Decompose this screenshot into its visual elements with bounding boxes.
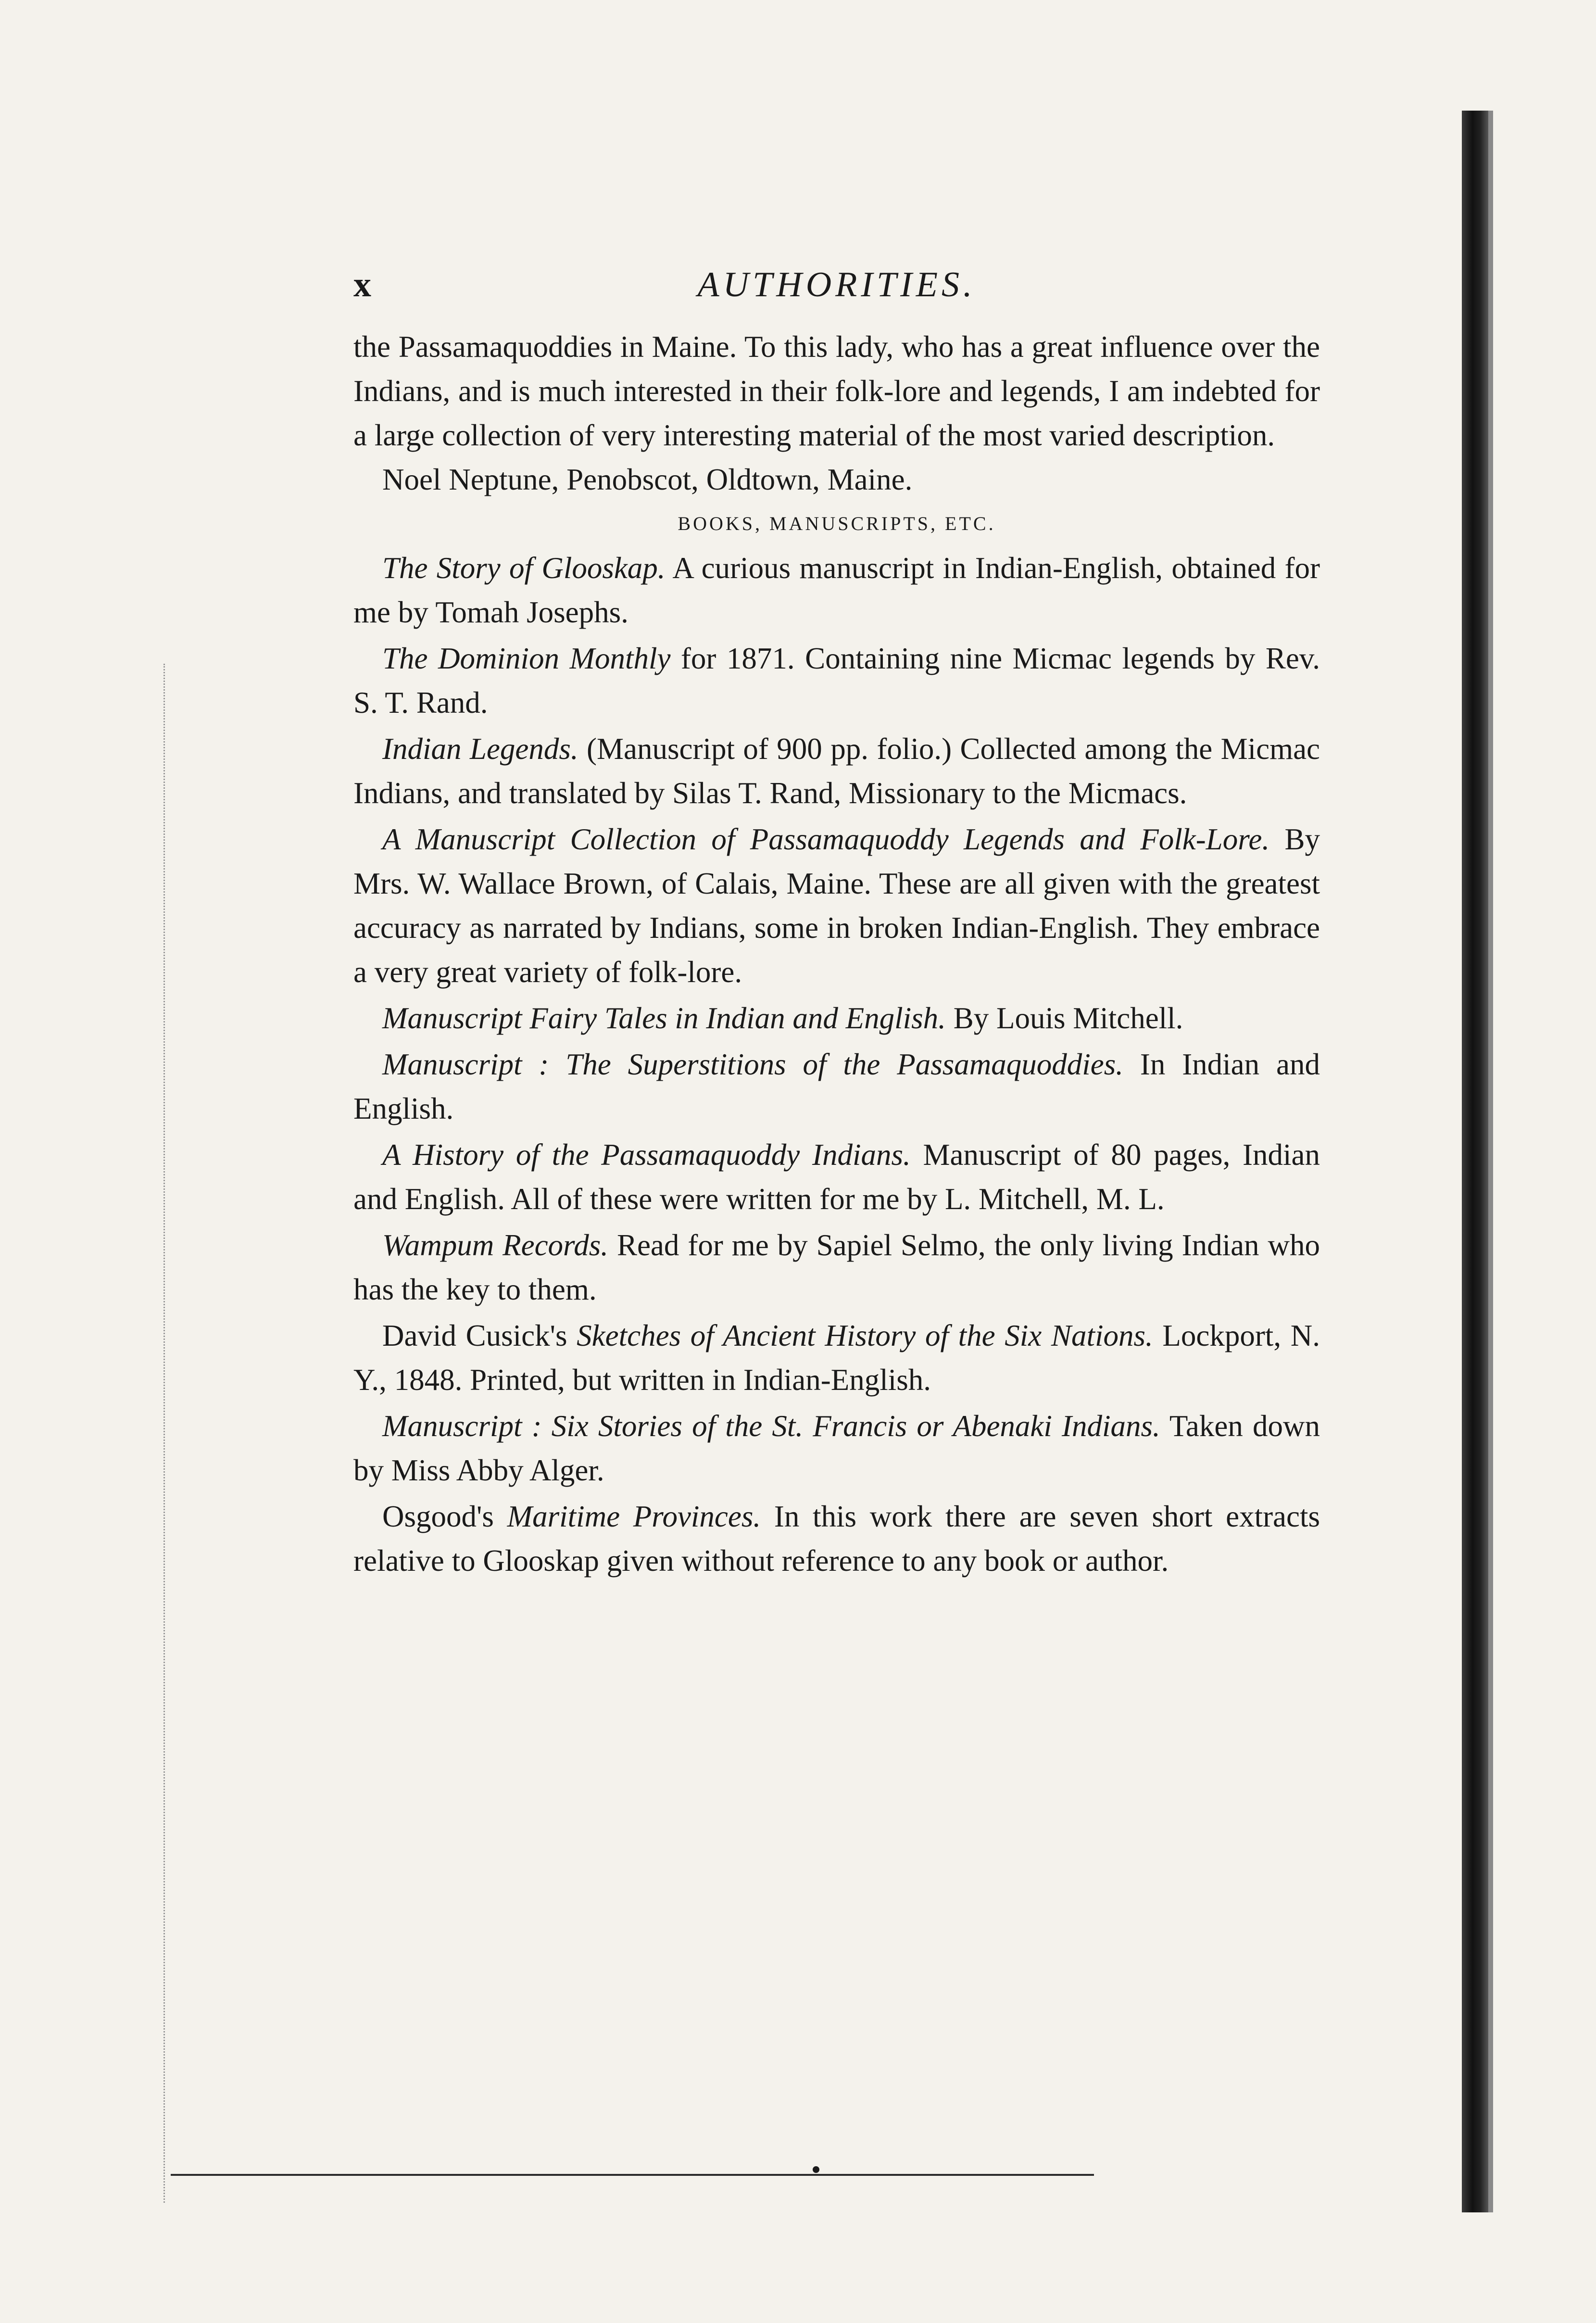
list-item: Manuscript : The Superstitions of the Passamaquoddies. In Indian and English. (353, 1048, 1320, 1125)
running-head: AUTHORITIES. (697, 265, 976, 304)
list-item: A Manuscript Collection of Passamaquoddy Legends and Folk-Lore. By Mrs. W. Wallace Brown, of Calais, Maine. These are all given with the greatest accuracy as narrated by Indians, some in broken Indian-English. They embrace a very great variety of folk-lore. (353, 822, 1320, 989)
bottom-rule (171, 2174, 1094, 2176)
list-item: Manuscript : Six Stories of the St. Francis or Abenaki Indians. Taken down by Miss Abby Alger. (353, 1409, 1320, 1487)
intro-paragraph: the Passamaquoddies in Maine. To this lady, who has a great influence over the Indians, and is much interested in their folk-lore and legends, I am indebted for a large collection of very interesting material of the most varied description. (353, 330, 1320, 452)
entry-title: Wampum Records. (382, 1228, 608, 1262)
intro-person: Noel Neptune, Penobscot, Oldtown, Maine. (382, 463, 913, 496)
entry-title: A History of the Passamaquoddy Indians. (382, 1138, 911, 1172)
entry-title: Indian Legends. (382, 732, 578, 766)
binding-edge (1488, 111, 1493, 2212)
list-item: Osgood's Maritime Provinces. In this work there are seven short extracts relative to Glooskap given without reference to any book or author. (353, 1500, 1320, 1578)
section-heading: BOOKS, MANUSCRIPTS, ETC. (678, 513, 996, 534)
page-header (353, 265, 1320, 317)
list-item: A History of the Passamaquoddy Indians. Manuscript of 80 pages, Indian and English. All of these were written for me by L. Mitchell, M. L. (353, 1138, 1320, 1216)
binding-shadow (1462, 111, 1488, 2212)
entry-title: The Story of Glooskap. (382, 551, 666, 585)
ink-dot (813, 2166, 819, 2173)
entry-title: Manuscript : The Superstitions of the Passamaquoddies. (382, 1048, 1123, 1081)
list-item: The Story of Glooskap. A curious manuscript in Indian-English, obtained for me by Tomah Josephs. (353, 551, 1320, 629)
list-item: Manuscript Fairy Tales in Indian and English. By Louis Mitchell. (382, 1001, 1183, 1035)
list-item: The Dominion Monthly for 1871. Containing nine Micmac legends by Rev. S. T. Rand. (353, 642, 1320, 720)
list-item: David Cusick's Sketches of Ancient History of the Six Nations. Lockport, N. Y., 1848. Printed, but written in Indian-English. (353, 1319, 1320, 1397)
entry-title: Sketches of Ancient History of the Six Nations. (577, 1319, 1153, 1352)
entry-title: The Dominion Monthly (382, 642, 671, 675)
entry-title: Manuscript Fairy Tales in Indian and English. (382, 1001, 946, 1035)
page-number: x (353, 265, 372, 304)
entry-title: Maritime Provinces. (507, 1500, 761, 1533)
list-item: Wampum Records. Read for me by Sapiel Selmo, the only living Indian who has the key to them. (353, 1228, 1320, 1306)
entry-title: Manuscript : Six Stories of the St. Francis or Abenaki Indians. (382, 1409, 1160, 1443)
entry-title: A Manuscript Collection of Passamaquoddy Legends and Folk-Lore. (382, 822, 1270, 856)
list-item: Indian Legends. (Manuscript of 900 pp. folio.) Collected among the Micmac Indians, and translated by Silas T. Rand, Missionary to the Micmacs. (353, 732, 1320, 810)
margin-marks (163, 664, 223, 2203)
page-body (353, 325, 1320, 1585)
